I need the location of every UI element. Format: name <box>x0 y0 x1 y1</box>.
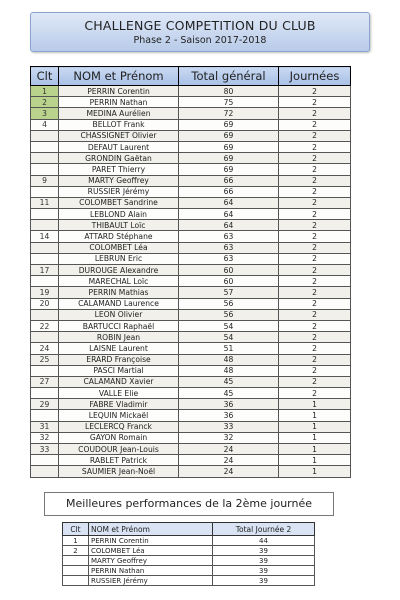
rank-cell <box>31 466 59 477</box>
total-cell: 45 <box>179 388 279 399</box>
table-row <box>31 86 351 97</box>
name-cell: LAISNE Laurent <box>59 343 179 354</box>
name-cell: BARTUCCI Raphaël <box>59 320 179 331</box>
total-cell: 64 <box>179 197 279 208</box>
name-cell: PERRIN Corentin <box>59 86 179 97</box>
days-cell: 2 <box>279 86 351 97</box>
table-row <box>31 97 351 108</box>
days-cell: 2 <box>279 332 351 343</box>
table-row <box>31 365 351 376</box>
table-row <box>31 175 351 186</box>
rank-cell: 14 <box>31 231 59 242</box>
total-cell: 63 <box>179 242 279 253</box>
name-cell: GRONDIN Gaëtan <box>59 153 179 164</box>
total-cell: 39 <box>213 576 315 586</box>
days-cell: 2 <box>279 119 351 130</box>
table-row <box>31 265 351 276</box>
days-cell: 1 <box>279 410 351 421</box>
total-cell: 48 <box>179 365 279 376</box>
days-cell: 2 <box>279 354 351 365</box>
total-cell: 48 <box>179 354 279 365</box>
name-cell: FABRE Vladimir <box>59 399 179 410</box>
name-cell: CHASSIGNET Olivier <box>59 130 179 141</box>
rank-cell: 22 <box>31 320 59 331</box>
total-cell: 66 <box>179 186 279 197</box>
name-cell: ROBIN Jean <box>59 332 179 343</box>
table-row <box>31 141 351 152</box>
days-cell: 2 <box>279 287 351 298</box>
page-title: CHALLENGE COMPETITION DU CLUB <box>84 18 316 33</box>
table-row <box>31 197 351 208</box>
days-cell: 1 <box>279 455 351 466</box>
rank-cell: 1 <box>63 536 89 546</box>
name-cell: MARTY Geoffrey <box>59 175 179 186</box>
table-row <box>31 186 351 197</box>
name-cell: MEDINA Aurélien <box>59 108 179 119</box>
name-cell: RUSSIER Jérémy <box>59 186 179 197</box>
table-row <box>31 388 351 399</box>
days-cell: 1 <box>279 421 351 432</box>
total-cell: 51 <box>179 343 279 354</box>
table-row <box>31 220 351 231</box>
rank-cell: 27 <box>31 376 59 387</box>
rank-cell: 2 <box>31 97 59 108</box>
total-cell: 39 <box>213 556 315 566</box>
total-cell: 36 <box>179 399 279 410</box>
column-header-name: NOM et Prénom <box>59 67 179 86</box>
name-cell: DEFAUT Laurent <box>59 141 179 152</box>
days-cell: 2 <box>279 153 351 164</box>
ranking-table <box>30 66 351 478</box>
table-row <box>31 421 351 432</box>
total-cell: 66 <box>179 175 279 186</box>
table-row <box>31 399 351 410</box>
rank-cell <box>63 556 89 566</box>
table-row <box>31 309 351 320</box>
total-cell: 60 <box>179 276 279 287</box>
total-cell: 24 <box>179 455 279 466</box>
name-cell: PASCI Martial <box>59 365 179 376</box>
page-subtitle: Phase 2 - Saison 2017-2018 <box>133 35 267 46</box>
name-cell: COLOMBET Sandrine <box>59 197 179 208</box>
table-row <box>31 164 351 175</box>
total-cell: 54 <box>179 332 279 343</box>
total-cell: 33 <box>179 421 279 432</box>
table-row <box>31 410 351 421</box>
days-cell: 2 <box>279 276 351 287</box>
total-cell: 36 <box>179 410 279 421</box>
rank-cell <box>31 141 59 152</box>
name-cell: LEBLOND Alain <box>59 209 179 220</box>
table-row <box>31 231 351 242</box>
name-cell: ATTARD Stéphane <box>59 231 179 242</box>
days-cell: 2 <box>279 186 351 197</box>
table-row <box>31 130 351 141</box>
name-cell: COLOMBET Léa <box>89 546 213 556</box>
best-column-header-total: Total Journée 2 <box>213 523 315 536</box>
total-cell: 64 <box>179 220 279 231</box>
days-cell: 2 <box>279 343 351 354</box>
total-cell: 24 <box>179 444 279 455</box>
total-cell: 80 <box>179 86 279 97</box>
days-cell: 1 <box>279 432 351 443</box>
total-cell: 63 <box>179 231 279 242</box>
days-cell: 2 <box>279 175 351 186</box>
rank-cell: 32 <box>31 432 59 443</box>
rank-cell: 17 <box>31 265 59 276</box>
name-cell: PERRIN Corentin <box>89 536 213 546</box>
name-cell: GAYON Romain <box>59 432 179 443</box>
rank-cell <box>31 410 59 421</box>
name-cell: PERRIN Nathan <box>89 566 213 576</box>
table-row <box>31 276 351 287</box>
name-cell: THIBAULT Loïc <box>59 220 179 231</box>
name-cell: PERRIN Mathias <box>59 287 179 298</box>
table-row <box>31 242 351 253</box>
rank-cell: 3 <box>31 108 59 119</box>
name-cell: MARECHAL Loïc <box>59 276 179 287</box>
name-cell: PARET Thierry <box>59 164 179 175</box>
days-cell: 2 <box>279 309 351 320</box>
rank-cell <box>31 332 59 343</box>
days-cell: 2 <box>279 220 351 231</box>
days-cell: 2 <box>279 376 351 387</box>
rank-cell <box>31 164 59 175</box>
days-cell: 1 <box>279 466 351 477</box>
days-cell: 2 <box>279 365 351 376</box>
table-row <box>31 119 351 130</box>
total-cell: 72 <box>179 108 279 119</box>
column-header-total: Total général <box>179 67 279 86</box>
total-cell: 39 <box>213 566 315 576</box>
rank-cell: 11 <box>31 197 59 208</box>
rank-cell <box>31 153 59 164</box>
name-cell: SAUMIER Jean-Noël <box>59 466 179 477</box>
name-cell: LEBRUN Eric <box>59 253 179 264</box>
total-cell: 56 <box>179 298 279 309</box>
name-cell: PERRIN Nathan <box>59 97 179 108</box>
days-cell: 2 <box>279 253 351 264</box>
best-column-header-clt: Clt <box>63 523 89 536</box>
table-row <box>31 298 351 309</box>
name-cell: LEQUIN Mickaël <box>59 410 179 421</box>
table-row <box>31 455 351 466</box>
column-header-clt: Clt <box>31 67 59 86</box>
best-performances-title: Meilleures performances de la 2ème journée <box>44 492 334 516</box>
total-cell: 69 <box>179 119 279 130</box>
rank-cell: 4 <box>31 119 59 130</box>
total-cell: 45 <box>179 376 279 387</box>
table-row <box>31 320 351 331</box>
column-header-days: Journées <box>279 67 351 86</box>
name-cell: MARTY Geoffrey <box>89 556 213 566</box>
name-cell: CALAMAND Laurence <box>59 298 179 309</box>
days-cell: 2 <box>279 164 351 175</box>
days-cell: 2 <box>279 197 351 208</box>
total-cell: 64 <box>179 209 279 220</box>
days-cell: 2 <box>279 388 351 399</box>
table-row <box>31 354 351 365</box>
name-cell: CALAMAND Xavier <box>59 376 179 387</box>
days-cell: 1 <box>279 399 351 410</box>
name-cell: LECLERCQ Franck <box>59 421 179 432</box>
rank-cell <box>31 276 59 287</box>
table-row <box>31 343 351 354</box>
table-row <box>31 332 351 343</box>
rank-cell: 29 <box>31 399 59 410</box>
days-cell: 2 <box>279 298 351 309</box>
table-row <box>63 546 315 556</box>
rank-cell <box>31 242 59 253</box>
rank-cell: 20 <box>31 298 59 309</box>
rank-cell <box>63 566 89 576</box>
table-row <box>63 576 315 586</box>
total-cell: 32 <box>179 432 279 443</box>
name-cell: LEON Olivier <box>59 309 179 320</box>
days-cell: 2 <box>279 242 351 253</box>
title-banner <box>30 12 370 52</box>
rank-cell <box>31 130 59 141</box>
total-cell: 69 <box>179 153 279 164</box>
name-cell: ERARD Françoise <box>59 354 179 365</box>
table-row <box>63 556 315 566</box>
name-cell: BELLOT Frank <box>59 119 179 130</box>
table-row <box>63 536 315 546</box>
rank-cell <box>31 186 59 197</box>
rank-cell <box>31 455 59 466</box>
rank-cell <box>63 576 89 586</box>
name-cell: RABLET Patrick <box>59 455 179 466</box>
total-cell: 60 <box>179 265 279 276</box>
rank-cell: 2 <box>63 546 89 556</box>
best-performances-table <box>62 522 315 586</box>
rank-cell <box>31 365 59 376</box>
total-cell: 69 <box>179 141 279 152</box>
days-cell: 2 <box>279 141 351 152</box>
table-row <box>31 153 351 164</box>
total-cell: 69 <box>179 164 279 175</box>
total-cell: 44 <box>213 536 315 546</box>
total-cell: 57 <box>179 287 279 298</box>
table-row <box>31 432 351 443</box>
best-column-header-name: NOM et Prénom <box>89 523 213 536</box>
rank-cell: 9 <box>31 175 59 186</box>
table-row <box>31 253 351 264</box>
rank-cell: 31 <box>31 421 59 432</box>
table-row <box>31 444 351 455</box>
rank-cell: 24 <box>31 343 59 354</box>
rank-cell <box>31 220 59 231</box>
days-cell: 2 <box>279 320 351 331</box>
days-cell: 2 <box>279 130 351 141</box>
name-cell: DUROUGE Alexandre <box>59 265 179 276</box>
table-row <box>31 466 351 477</box>
ranking-header-row <box>31 67 351 86</box>
total-cell: 56 <box>179 309 279 320</box>
total-cell: 24 <box>179 466 279 477</box>
name-cell: COUDOUR Jean-Louis <box>59 444 179 455</box>
days-cell: 1 <box>279 444 351 455</box>
days-cell: 2 <box>279 97 351 108</box>
best-header-row <box>63 523 315 536</box>
rank-cell <box>31 209 59 220</box>
table-row <box>31 376 351 387</box>
table-row <box>31 287 351 298</box>
total-cell: 63 <box>179 253 279 264</box>
rank-cell <box>31 309 59 320</box>
rank-cell <box>31 388 59 399</box>
rank-cell: 19 <box>31 287 59 298</box>
rank-cell: 25 <box>31 354 59 365</box>
table-row <box>63 566 315 576</box>
total-cell: 75 <box>179 97 279 108</box>
days-cell: 2 <box>279 265 351 276</box>
days-cell: 2 <box>279 231 351 242</box>
days-cell: 2 <box>279 209 351 220</box>
rank-cell: 1 <box>31 86 59 97</box>
name-cell: COLOMBET Léa <box>59 242 179 253</box>
name-cell: RUSSIER Jérémy <box>89 576 213 586</box>
table-row <box>31 209 351 220</box>
rank-cell <box>31 253 59 264</box>
days-cell: 2 <box>279 108 351 119</box>
total-cell: 69 <box>179 130 279 141</box>
total-cell: 54 <box>179 320 279 331</box>
table-row <box>31 108 351 119</box>
total-cell: 39 <box>213 546 315 556</box>
rank-cell: 33 <box>31 444 59 455</box>
name-cell: VALLE Elie <box>59 388 179 399</box>
